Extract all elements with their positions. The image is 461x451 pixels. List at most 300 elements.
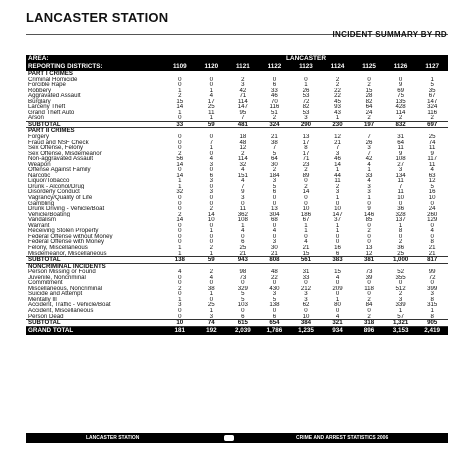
- table-cell: 0: [178, 313, 182, 320]
- district-header-cell: 1120: [196, 63, 228, 71]
- table-cell: 25: [207, 104, 215, 110]
- table-cell: 0: [209, 183, 214, 190]
- table-cell: 9: [367, 206, 371, 212]
- table-cell: 108: [395, 156, 406, 162]
- table-cell: 2: [398, 239, 403, 245]
- table-cell: 2,039: [227, 326, 259, 335]
- table-cell: 0: [430, 280, 434, 286]
- table-cell: 93: [334, 104, 341, 110]
- table-body: [26, 55, 448, 335]
- table-cell: 430: [269, 285, 280, 292]
- table-cell: 114: [238, 156, 248, 162]
- table-cell: 36: [397, 244, 404, 251]
- table-cell: 1: [398, 307, 403, 314]
- table-cell: 8: [430, 239, 434, 245]
- row-label: Drunk - Alcohol/Drug: [28, 183, 85, 190]
- table-cell: 48: [271, 269, 278, 275]
- table-cell: 905: [416, 320, 448, 327]
- table-cell: 3: [398, 296, 403, 303]
- row-label: Mentally Ill: [28, 296, 57, 303]
- table-cell: 315: [427, 302, 438, 308]
- table-cell: 1: [304, 228, 308, 234]
- row-label: Vehicle/Boating: [28, 211, 71, 218]
- table-cell: 0: [209, 296, 214, 303]
- table-cell: 21: [428, 244, 436, 251]
- table-cell: 63: [428, 172, 436, 179]
- table-cell: 21: [428, 250, 436, 257]
- row-label: Accident, Traffic - Vehicle/Boat: [28, 302, 111, 308]
- table-cell: 1: [335, 167, 340, 173]
- table-cell: 0: [178, 195, 182, 201]
- table-cell: 2: [367, 228, 371, 234]
- table-cell: 64: [271, 156, 278, 162]
- row-label: Forgery: [28, 134, 49, 140]
- table-cell: 6: [272, 313, 277, 320]
- table-cell: 46: [271, 93, 278, 99]
- table-cell: 13: [271, 206, 278, 212]
- table-cell: 3: [272, 291, 277, 297]
- table-cell: 0: [241, 233, 245, 240]
- table-cell: 4: [241, 167, 245, 173]
- table-cell: 428: [395, 104, 406, 110]
- table-cell: 0: [335, 200, 340, 207]
- table-cell: 68: [271, 217, 278, 223]
- table-cell: 0: [367, 239, 371, 245]
- table-cell: 35: [428, 87, 436, 94]
- table-cell: 11: [208, 109, 215, 116]
- table-cell: 0: [178, 115, 182, 122]
- table-cell: 11: [429, 145, 436, 151]
- table-cell: 22: [271, 274, 278, 281]
- row-label: Person Dead: [28, 313, 64, 320]
- row-label: Federal Offense without Money: [28, 233, 113, 240]
- table-cell: 0: [178, 167, 182, 173]
- table-cell: 5: [241, 291, 245, 297]
- table-cell: 1: [178, 178, 182, 184]
- table-cell: 3: [304, 115, 308, 122]
- table-cell: 42: [365, 156, 373, 162]
- table-cell: 8: [304, 145, 308, 151]
- table-cell: 25: [397, 250, 404, 257]
- table-cell: 324: [259, 121, 291, 128]
- table-cell: 7: [209, 139, 214, 146]
- table-cell: 23: [302, 161, 310, 168]
- table-cell: 4: [430, 228, 434, 234]
- table-cell: 12: [239, 145, 247, 151]
- table-cell: 0: [367, 233, 371, 240]
- table-cell: 2: [178, 150, 182, 157]
- table-cell: 38: [271, 139, 278, 146]
- table-cell: 2: [367, 115, 371, 122]
- table-cell: 24: [428, 206, 436, 212]
- table-cell: 0: [178, 76, 182, 83]
- table-cell: 51: [271, 109, 278, 116]
- row-label: Larceny Theft: [28, 104, 66, 110]
- footer-bar: [26, 433, 448, 443]
- table-cell: 2: [209, 244, 214, 251]
- table-cell: 0: [304, 76, 308, 83]
- table-cell: 5: [241, 296, 245, 303]
- table-cell: 64: [365, 104, 373, 110]
- table-cell: 0: [335, 280, 340, 286]
- table-cell: 11: [334, 178, 341, 184]
- incident-summary-heading: INCIDENT SUMMARY BY RD: [332, 30, 447, 39]
- table-cell: 31: [397, 134, 404, 140]
- table-cell: 3: [335, 189, 340, 196]
- table-cell: 0: [335, 307, 340, 314]
- row-label: Offense Against Family: [28, 167, 91, 173]
- table-cell: 1,235: [290, 326, 322, 335]
- table-cell: 1: [209, 307, 214, 314]
- table-cell: 38: [207, 285, 215, 292]
- table-cell: 138: [269, 302, 280, 308]
- row-label: Burglary: [28, 98, 51, 105]
- table-cell: 2: [209, 269, 214, 275]
- district-header-cell: 1126: [385, 63, 417, 71]
- table-cell: 212: [300, 285, 312, 292]
- table-cell: 7: [398, 183, 403, 190]
- table-cell: 3: [430, 291, 434, 297]
- table-cell: 384: [290, 320, 322, 327]
- row-label: Robbery: [28, 87, 52, 94]
- table-cell: 0: [178, 200, 182, 207]
- table-cell: 1: [304, 222, 308, 229]
- area-value: LANCASTER: [164, 55, 448, 63]
- table-cell: 53: [302, 109, 310, 116]
- row-label: Commitment: [28, 280, 63, 286]
- row-label: SUBTOTAL: [26, 121, 164, 128]
- table-cell: 0: [430, 233, 434, 240]
- table-cell: 0: [335, 233, 340, 240]
- table-cell: 4: [367, 161, 371, 168]
- table-cell: 0: [178, 206, 182, 212]
- table-cell: 84: [365, 302, 373, 308]
- table-cell: 1: [241, 222, 245, 229]
- row-label: Federal Offense with Money: [28, 239, 105, 245]
- table-cell: 2: [178, 285, 182, 292]
- table-cell: 0: [209, 233, 214, 240]
- table-cell: 1: [178, 244, 182, 251]
- table-cell: 4: [272, 228, 277, 234]
- table-cell: 3: [178, 302, 182, 308]
- table-cell: 1,000: [385, 257, 417, 264]
- table-cell: 82: [302, 104, 310, 110]
- table-cell: 11: [239, 206, 247, 212]
- row-label: Liquor/Tobacco: [28, 178, 70, 184]
- table-cell: 0: [209, 195, 214, 201]
- table-cell: 59: [196, 121, 228, 128]
- table-cell: 6: [272, 189, 277, 196]
- table-cell: 4: [304, 239, 308, 245]
- row-label: Warrant: [28, 222, 50, 229]
- table-cell: 32: [239, 161, 247, 168]
- table-cell: 318: [353, 320, 385, 327]
- area-row: [26, 55, 448, 63]
- table-cell: 57: [397, 313, 404, 320]
- table-cell: 99: [428, 269, 436, 275]
- table-cell: 62: [302, 302, 310, 308]
- table-cell: 0: [304, 178, 308, 184]
- table-cell: 4: [209, 93, 214, 99]
- table-cell: 74: [196, 320, 228, 327]
- row-label: Forcible Rape: [28, 82, 66, 88]
- table-cell: 6: [241, 313, 245, 320]
- table-cell: 0: [178, 291, 182, 297]
- table-cell: 7: [335, 145, 340, 151]
- table-cell: 14: [176, 217, 184, 223]
- row-label: Disorderly Conduct: [28, 189, 80, 196]
- table-cell: 0: [272, 307, 277, 314]
- table-cell: 0: [304, 280, 308, 286]
- table-cell: 17: [302, 139, 310, 146]
- table-cell: 0: [335, 239, 340, 245]
- table-cell: 15: [365, 87, 373, 94]
- table-cell: 324: [427, 104, 438, 110]
- table-cell: 48: [239, 139, 247, 146]
- table-cell: 2: [367, 82, 371, 88]
- row-label: Juvenile, Noncriminal: [28, 274, 86, 281]
- table-cell: 0: [398, 233, 403, 240]
- table-cell: 12: [428, 178, 436, 184]
- grand-total-row: [26, 326, 448, 335]
- row-label: GRAND TOTAL: [26, 326, 164, 335]
- table-cell: 1: [178, 250, 182, 257]
- table-cell: 615: [227, 320, 259, 327]
- table-cell: 116: [427, 109, 438, 116]
- table-cell: 339: [395, 302, 406, 308]
- table-cell: 80: [334, 302, 341, 308]
- row-label: Sex Offense, Misdemeanor: [28, 150, 102, 157]
- table-cell: 7: [367, 150, 371, 157]
- table-cell: 1: [209, 115, 214, 122]
- district-header-cell: 1127: [416, 63, 448, 71]
- table-cell: 12: [334, 134, 341, 140]
- table-cell: 16: [428, 189, 436, 196]
- table-cell: 147: [332, 211, 343, 218]
- row-label: Criminal Homicide: [28, 76, 78, 83]
- section-heading: PART II CRIMES: [28, 127, 75, 135]
- table-cell: 5: [272, 150, 277, 157]
- table-cell: 0: [241, 200, 245, 207]
- table-cell: 2: [367, 313, 371, 320]
- table-cell: 260: [427, 211, 438, 218]
- table-cell: 304: [269, 211, 280, 218]
- table-cell: 10: [334, 206, 341, 212]
- table-cell: 72: [302, 98, 310, 105]
- table-cell: 0: [178, 233, 182, 240]
- table-cell: 21: [271, 250, 278, 257]
- table-cell: 14: [302, 189, 310, 196]
- incident-summary-table: [26, 55, 448, 335]
- table-cell: 10: [302, 313, 310, 320]
- table-cell: 10: [302, 206, 310, 212]
- table-cell: 14: [176, 172, 184, 179]
- table-cell: 85: [365, 217, 373, 223]
- table-cell: 3: [209, 178, 214, 184]
- table-cell: 33: [164, 121, 196, 128]
- table-cell: 0: [178, 134, 182, 140]
- table-cell: 37: [334, 217, 341, 223]
- table-cell: 817: [416, 257, 448, 264]
- table-cell: 1,321: [385, 320, 417, 327]
- footer-logo-icon: [224, 435, 234, 441]
- page-title: LANCASTER STATION: [26, 10, 169, 25]
- table-cell: 3: [272, 178, 277, 184]
- table-cell: 89: [302, 172, 310, 179]
- table-cell: 0: [335, 291, 340, 297]
- table-cell: 832: [385, 121, 417, 128]
- table-cell: 21: [302, 244, 310, 251]
- table-cell: 44: [334, 172, 341, 179]
- table-cell: 481: [227, 121, 259, 128]
- table-cell: 1: [209, 87, 214, 94]
- table-cell: 17: [207, 98, 215, 105]
- table-cell: 0: [304, 200, 308, 207]
- row-label: Receiving Stolen Property: [28, 228, 99, 234]
- table-cell: 9: [398, 150, 403, 157]
- table-cell: 0: [272, 280, 277, 286]
- table-cell: 5: [272, 296, 277, 303]
- table-cell: 6: [335, 250, 340, 257]
- table-cell: 4: [241, 228, 245, 234]
- table-cell: 134: [395, 172, 406, 179]
- table-cell: 1: [178, 296, 182, 303]
- row-label: Weapon: [28, 161, 51, 168]
- table-cell: 186: [300, 211, 312, 218]
- table-cell: 26: [365, 139, 373, 146]
- table-cell: 0: [272, 222, 277, 229]
- table-cell: 3: [209, 313, 214, 320]
- districts-label: REPORTING DISTRICTS:: [26, 63, 164, 71]
- table-cell: 3: [241, 195, 245, 201]
- table-cell: 8: [430, 296, 434, 303]
- table-cell: 31: [302, 269, 310, 275]
- table-cell: 4: [367, 178, 371, 184]
- table-cell: 21: [239, 250, 247, 257]
- table-cell: 33: [365, 172, 373, 179]
- table-cell: 3: [304, 296, 308, 303]
- table-cell: 4: [209, 156, 214, 162]
- table-cell: 33: [271, 87, 278, 94]
- table-cell: 67: [302, 217, 310, 223]
- table-cell: 25: [428, 134, 436, 140]
- table-cell: 1: [367, 167, 371, 173]
- table-cell: 9: [430, 150, 434, 157]
- table-cell: 4: [335, 274, 340, 281]
- table-cell: 0: [367, 307, 371, 314]
- table-cell: 69: [397, 87, 404, 94]
- table-cell: 0: [398, 280, 403, 286]
- table-cell: 0: [272, 200, 277, 207]
- table-cell: 3: [367, 145, 371, 151]
- table-cell: 0: [209, 82, 214, 88]
- table-cell: 7: [241, 115, 245, 122]
- table-cell: 1: [304, 82, 308, 88]
- table-cell: 7: [367, 134, 371, 140]
- table-cell: 0: [304, 195, 308, 201]
- table-cell: 355: [395, 274, 406, 281]
- table-cell: 934: [322, 326, 354, 335]
- table-cell: 2: [209, 206, 214, 212]
- table-cell: 116: [269, 104, 280, 110]
- table-cell: 0: [178, 145, 182, 151]
- table-cell: 0: [241, 280, 245, 286]
- table-cell: 16: [334, 244, 341, 251]
- table-cell: 114: [238, 98, 248, 105]
- table-cell: 230: [322, 121, 354, 128]
- row-label: Suicide and Attempt: [28, 291, 83, 297]
- table-cell: 2: [335, 183, 340, 190]
- table-cell: 17: [302, 150, 310, 157]
- table-cell: 25: [239, 244, 247, 251]
- table-cell: 151: [237, 172, 248, 179]
- table-cell: 3: [367, 189, 371, 196]
- table-cell: 10: [397, 195, 404, 201]
- table-cell: 0: [430, 222, 434, 229]
- table-cell: 184: [269, 172, 280, 179]
- table-cell: 21: [334, 139, 341, 146]
- row-label: Accident, Miscellaneous: [28, 307, 94, 314]
- table-cell: 15: [176, 98, 184, 105]
- table-cell: 64: [397, 139, 404, 146]
- row-label: Aggravated Assault: [28, 93, 81, 99]
- row-label: Miscellaneous, Noncriminal: [28, 285, 103, 292]
- table-cell: 10: [428, 195, 436, 201]
- table-cell: 30: [271, 244, 278, 251]
- table-cell: 52: [397, 269, 404, 275]
- district-header-cell: 1123: [290, 63, 322, 71]
- table-cell: 147: [237, 104, 248, 110]
- table-cell: 1: [430, 76, 434, 83]
- table-cell: 383: [322, 257, 354, 264]
- table-cell: 135: [395, 98, 406, 105]
- table-cell: 3: [272, 239, 277, 245]
- table-cell: 33: [302, 274, 310, 281]
- row-label: Vandalism: [28, 217, 56, 223]
- table-cell: 12: [365, 250, 373, 257]
- table-cell: 0: [272, 233, 277, 240]
- table-cell: 13: [365, 244, 373, 251]
- table-cell: 22: [334, 87, 341, 94]
- table-cell: 0: [178, 239, 182, 245]
- table-cell: 71: [302, 156, 310, 162]
- table-cell: 1: [335, 222, 340, 229]
- table-cell: 5: [430, 183, 434, 190]
- row-label: Gambling: [28, 200, 55, 207]
- table-cell: 67: [428, 93, 436, 99]
- table-cell: 24: [365, 109, 373, 116]
- table-cell: 11: [397, 189, 404, 196]
- table-cell: 0: [178, 274, 182, 281]
- table-cell: 73: [239, 274, 247, 281]
- footer-publication: CRIME AND ARREST STATISTICS 2006: [296, 435, 389, 441]
- table-cell: 808: [259, 257, 291, 264]
- table-cell: 5: [272, 183, 277, 190]
- table-cell: 0: [178, 82, 182, 88]
- area-label: AREA:: [26, 55, 164, 63]
- table-cell: 2: [304, 183, 308, 190]
- table-cell: 1: [209, 250, 214, 257]
- table-cell: 28: [365, 93, 373, 99]
- table-cell: 4: [430, 167, 434, 173]
- table-cell: 2: [178, 93, 182, 99]
- table-cell: 321: [322, 320, 354, 327]
- table-cell: 0: [209, 167, 214, 173]
- row-label: Vagrancy/Quality of Life: [28, 195, 93, 201]
- table-cell: 328: [395, 211, 406, 218]
- table-cell: 3: [335, 150, 340, 157]
- table-cell: 0: [367, 76, 371, 83]
